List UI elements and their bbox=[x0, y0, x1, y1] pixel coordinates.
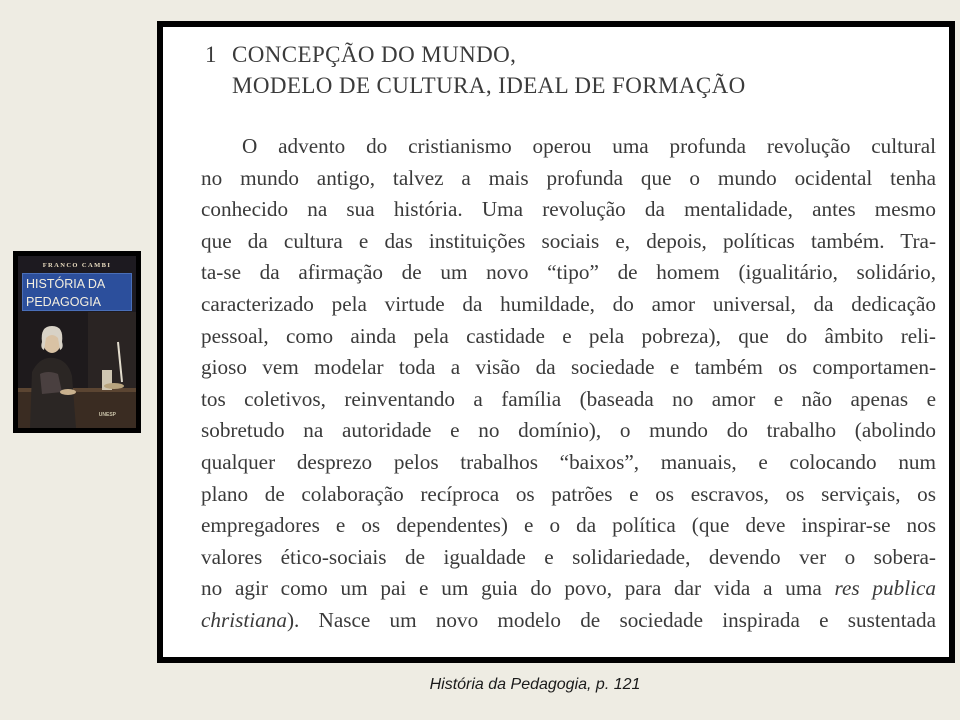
text-line: que da cultura e das instituições sociais e, depois, políticas também. Tra- bbox=[201, 228, 936, 253]
source-caption: História da Pedagogia, p. 121 bbox=[429, 676, 641, 693]
chapter-heading-line2: MODELO DE CULTURA, IDEAL DE FORMAÇÃO bbox=[232, 73, 746, 98]
text-line: valores ético-sociais de igualdade e solidariedade, devendo ver o sobera- bbox=[201, 544, 936, 569]
text-line-part: no agir como um pai e um guia do povo, para dar vida a uma bbox=[201, 576, 835, 601]
text-line: sobretudo na autoridade e no domínio), o mundo do trabalho (abolindo bbox=[201, 418, 936, 443]
text-line-italic: res publica bbox=[834, 576, 936, 601]
book-cover bbox=[13, 251, 141, 433]
text-line: gioso vem modelar toda a visão da sociedade e também os comportamen- bbox=[201, 355, 936, 380]
text-line: empregadores e os dependentes) e o da política (que deve inspirar-se nos bbox=[201, 513, 936, 538]
book-title-line2: PEDAGOGIA bbox=[26, 295, 102, 309]
book-publisher: UNESP bbox=[98, 412, 116, 418]
chapter-heading bbox=[205, 39, 746, 101]
text-line: caracterizado pela virtude da humildade, do amor universal, da dedicação bbox=[201, 291, 936, 316]
text-line-mixed bbox=[201, 605, 936, 637]
text-line: O advento do cristianismo operou uma profunda revolução cultural bbox=[242, 134, 936, 158]
text-line: no mundo antigo, talvez a mais profunda que o mundo ocidental tenha bbox=[201, 165, 936, 190]
text-line-part: ). Nasce um novo modelo de sociedade inspirada e sustentada bbox=[286, 607, 936, 632]
text-line: ta-se da afirmação de um novo “tipo” de homem (igualitário, solidário, bbox=[201, 260, 936, 285]
text-line: qualquer desprezo pelos trabalhos “baixos”, manuais, e colocando num bbox=[201, 449, 936, 474]
book-title-line1: HISTÓRIA DA bbox=[26, 277, 106, 291]
book-portrait-illustration bbox=[18, 312, 136, 428]
book-cover-art bbox=[18, 256, 136, 428]
page-excerpt bbox=[163, 27, 949, 657]
book-author: FRANCO CAMBI bbox=[42, 262, 112, 269]
text-line: conhecido na sua história. Uma revolução da mentalidade, antes mesmo bbox=[201, 197, 936, 222]
text-line: tos coletivos, reinventando a família (baseada no amor e não apenas e bbox=[201, 386, 936, 411]
page-excerpt-frame bbox=[157, 21, 955, 663]
text-line: plano de colaboração recíproca os patrões e os escravos, os serviçais, os bbox=[201, 481, 936, 506]
body-paragraph bbox=[201, 131, 936, 637]
chapter-number: 1 bbox=[205, 42, 217, 67]
chapter-heading-line1: CONCEPÇÃO DO MUNDO, bbox=[232, 42, 517, 67]
book-title-box bbox=[22, 273, 132, 311]
text-line: pessoal, como ainda pela castidade e pela pobreza), que do âmbito reli- bbox=[201, 323, 936, 348]
text-line-mixed bbox=[201, 573, 936, 605]
text-line-italic: christiana bbox=[201, 607, 287, 632]
